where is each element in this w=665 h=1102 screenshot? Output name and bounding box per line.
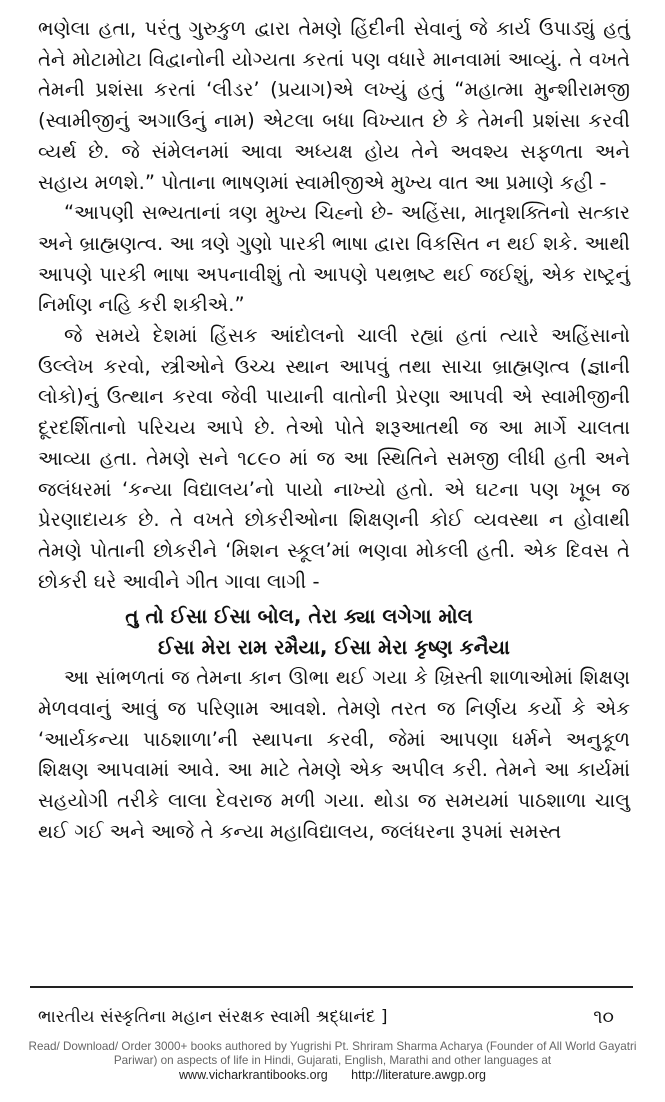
- page-number: ૧૦: [593, 1006, 614, 1028]
- book-title: ભારતીય સંસ્કૃતિના મહાન સંરક્ષક સ્વામી શ્રદ્ધાનંદ ]: [38, 1007, 388, 1027]
- page-footer: [38, 1004, 628, 1032]
- verse-line: તુ તો ઈસા ઈસા બોલ, તેરા ક્યા લગેગા મોલ: [125, 604, 473, 629]
- verse-line: ઈસા મેરા રામ રમૈયા, ઈસા મેરા કૃષ્ણ કનૈયા: [158, 635, 510, 660]
- website-link[interactable]: http://literature.awgp.org: [351, 1068, 486, 1082]
- paragraph: જે સમયે દેશમાં હિંસક આંદોલનો ચાલી રહ્યાં હતાં ત્યારે અહિંસાનો ઉલ્લેખ કરવો, સ્ત્રીઓને ઉચ્ચ સ્થાન આપવું તથા સાચા બ્રાહ્મણત્વ (જ્ઞાની લોકો)નું ઉત્થાન કરવા જેવી પાયાની વાતોની પ્રેરણા આપવી એ સ્વામીજીની દૂરદર્શિતાનો પરિચય આપે છે. તેઓ પોતે શરૂઆતથી જ આ માર્ગે ચાલતા આવ્યા હતા. તેમણે સને ૧૮૯૦ માં જ આ સ્થિતિને સમજી લીધી હતી અને જલંધરમાં ‘કન્યા વિદ્યાલય’નો પાયો નાખ્યો હતો. એ ઘટના પણ ખૂબ જ પ્રેરણાદાયક છે. તે વખતે છોકરીઓના શિક્ષણની કોઈ વ્યવસ્થા ન હોવાથી તેમણે પોતાની છોકરીને ‘મિશન સ્કૂલ’માં ભણવા મોકલી હતી. એક દિવસ તે છોકરી ઘરે આવીને ગીત ગાવા લાગી -: [38, 324, 630, 593]
- website-link[interactable]: www.vicharkrantibooks.org: [179, 1068, 328, 1082]
- publisher-credit: Read/ Download/ Order 3000+ books authored by Yugrishi Pt. Shriram Sharma Acharya (Founder of All World Gayatri Pariwar) on aspects of life in Hindi, Gujarati, English, Marathi and other languages at: [28, 1040, 637, 1067]
- song-verse: [38, 601, 630, 663]
- body-text: [38, 14, 630, 848]
- paragraph: ભણેલા હતા, પરંતુ ગુરુકુળ દ્વારા તેમણે હિંદીની સેવાનું જે કાર્ય ઉપાડ્યું હતું તેને મોટામોટા વિદ્વાનોની યોગ્યતા કરતાં પણ વધારે માનવામાં આવ્યું. તે વખતે તેમની પ્રશંસા કરતાં ‘લીડર’ (પ્રયાગ)એ લખ્યું હતું “મહાત્મા મુન્શીરામજી (સ્વામીજીનું અગાઉનું નામ) એટલા બધા વિખ્યાત છે કે તેમની પ્રશંસા કરવી વ્યર્થ છે. જે સંમેલનમાં આવા અધ્યક્ષ હોય તેને અવશ્ય સફળતા અને સહાય મળશે.” પોતાના ભાષણમાં સ્વામીજીએ મુખ્ય વાત આ પ્રમાણે કહી -: [38, 17, 630, 194]
- paragraph: “આપણી સભ્યતાનાં ત્રણ મુખ્ય ચિહ્નો છે- અહિંસા, માતૃશક્તિનો સત્કાર અને બ્રાહ્મણત્વ. આ ત્રણે ગુણો પારકી ભાષા દ્વારા વિકસિત ન થઈ શકે. આથી આપણે પારકી ભાષા અપનાવીશું તો આપણે પથભ્રષ્ટ થઈ જઈશું, એક રાષ્ટ્રનું નિર્માણ નહિ કરી શકીએ.”: [38, 201, 630, 317]
- paragraph: આ સાંભળતાં જ તેમના કાન ઊભા થઈ ગયા કે ખ્રિસ્તી શાળાઓમાં શિક્ષણ મેળવવાનું આવું જ પરિણામ આવશે. તેમણે તરત જ નિર્ણય કર્યો કે એક ‘આર્યકન્યા પાઠશાળા’ની સ્થાપના કરવી, જેમાં આપણા ધર્મને અનુકૂળ શિક્ષણ આપવામાં આવે. આ માટે તેમણે એક અપીલ કરી. તેમને આ કાર્યમાં સહયોગી તરીકે લાલા દેવરાજ મળી ગયા. થોડા જ સમયમાં પાઠશાળા ચાલુ થઈ ગઈ અને આજે તે કન્યા મહાવિદ્યાલય, જલંધરના રૂપમાં સમસ્ત: [38, 666, 630, 843]
- footer-divider: [30, 986, 633, 988]
- credit-links: [20, 1068, 645, 1083]
